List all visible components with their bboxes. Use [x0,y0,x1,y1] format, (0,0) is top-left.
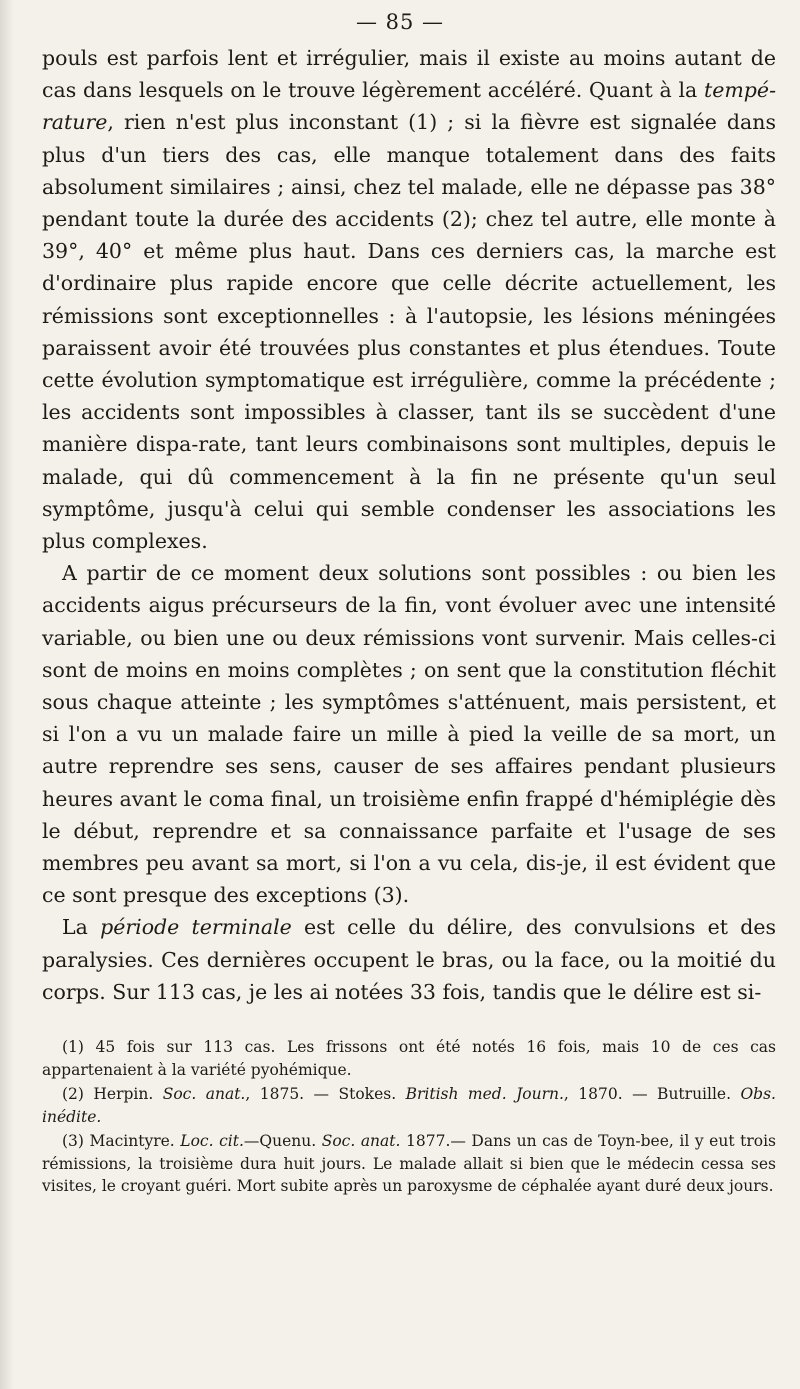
footnote [42,1036,776,1081]
text-run: , rien n'est plus inconstant (1) ; si la fièvre est signalée dans plus d'un tiers des cas, elle manque totalement dans des faits absolument similaires ; ainsi, chez tel malade, elle ne dépasse pas 38° pendant toute la durée des accidents (2); chez tel autre, elle monte à 39°, 40° et même plus haut. Dans ces derniers cas, la marche est d'ordinaire plus rapide encore que celle décrite actuellement, les rémissions sont exceptionnelles : à l'autopsie, les lésions méningées paraissent avoir été trouvées plus constantes et plus étendues. Toute cette évolution symptomatique est irrégulière, comme la précédente ; les accidents sont impossibles à classer, tant ils se succèdent d'une manière dispa-rate, tant leurs combinaisons sont multiples, depuis le malade, qui dû commencement à la fin ne présente qu'un seul symptôme, jusqu'à celui qui semble condenser les associations les plus complexes. [42,110,776,554]
page-number: — 85 — [355,10,445,34]
paragraph [42,42,776,557]
text-run: (3) Macintyre. [62,1132,181,1150]
footnote [42,1083,776,1128]
text-run: 1877.— Dans un cas de Toyn-bee, il y eut trois rémissions, la troisième dura huit jours. Le malade allait si bien que le médecin cessa ses visites, le croyant guéri. Mort subite après un paroxysme de céphalée ayant duré deux jours. [42,1132,776,1195]
text-run: —Quenu. [243,1132,322,1150]
text-run: A partir de ce moment deux solutions sont possibles : ou bien les accidents aigus précurseurs de la fin, vont évoluer avec une intensité variable, ou bien une ou deux rémissions vont survenir. Mais celles-ci sont de moins en moins complètes ; on sent que la constitution fléchit sous chaque atteinte ; les symptômes s'atténuent, mais persistent, et si l'on a vu un malade faire un mille à pied la veille de sa mort, un autre reprendre ses sens, causer de ses affaires pendant plusieurs heures avant le coma final, un troisième enfin frappé d'hémiplégie dès le début, reprendre et sa connaissance parfaite et l'usage de ses membres peu avant sa mort, si l'on a vu cela, dis-je, il est évident que ce sont presque des exceptions (3). [42,561,776,908]
italic-text: Soc. anat. [321,1132,401,1150]
paragraph [42,557,776,911]
main-text [42,42,776,1008]
text-run: , 1875. — Stokes. [245,1085,406,1103]
text-run: La [62,915,101,940]
text-run: est celle du délire, des convulsions et des paralysies. Ces dernières occupent le bras, ou la face, ou la moitié du corps. Sur 113 cas, je les ai notées 33 fois, tandis que le délire est si- [42,915,776,1004]
italic-text: tempé-rature [42,78,776,135]
italic-text: British med. Journ. [405,1085,564,1103]
text-run: , 1870. — Butruille. [563,1085,741,1103]
italic-text: période terminale [100,915,292,940]
italic-text: Soc. anat. [162,1085,246,1103]
binding-shadow [0,0,14,1389]
italic-text: Obs. inédite. [42,1085,776,1126]
text-run: pouls est parfois lent et irrégulier, mais il existe au moins autant de cas dans lesquels on le trouve légèrement accéléré. Quant à la [42,46,776,103]
italic-text: Loc. cit. [180,1132,244,1150]
text-run: (2) Herpin. [62,1085,163,1103]
footnotes [42,1036,776,1200]
paragraph [42,911,776,1008]
footnote [42,1130,776,1198]
text-run: (1) 45 fois sur 113 cas. Les frissons ont été notés 16 fois, mais 10 de ces cas appartenaient à la variété pyohémique. [42,1038,776,1079]
